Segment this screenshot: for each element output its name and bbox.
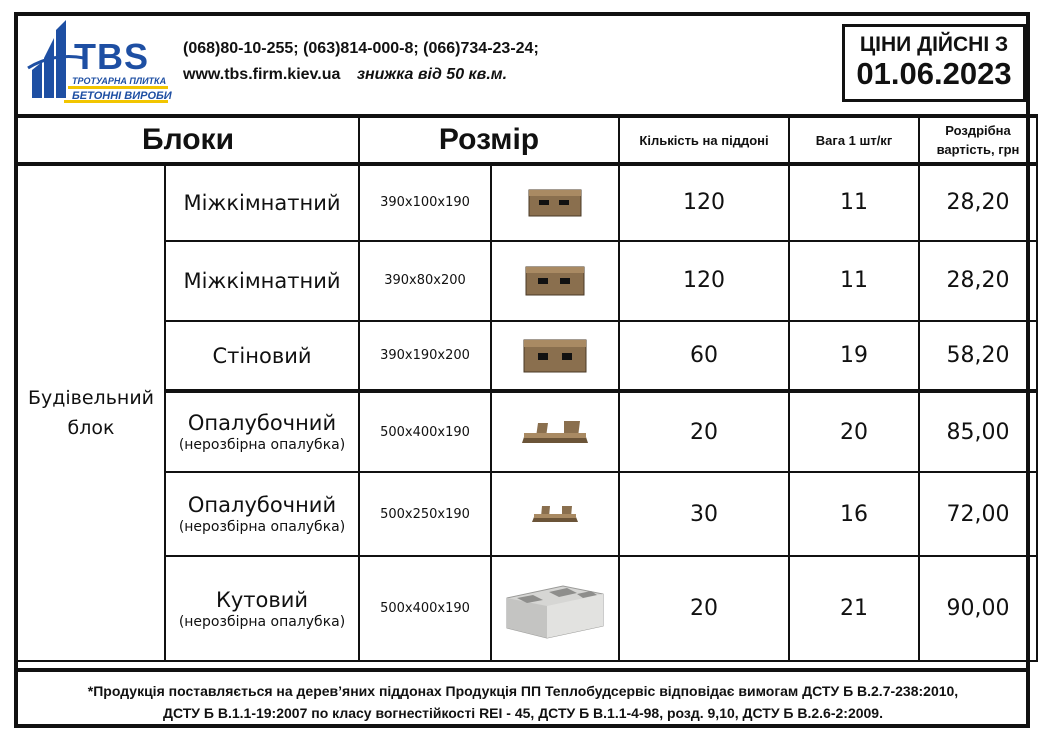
tbs-logo [24,18,172,110]
product-size: 500x400x190 [359,556,491,661]
column-header-per-pallet: Кількість на піддоні [619,116,789,164]
product-name [165,472,359,556]
footer-line-1: *Продукція поставляється на дерев’яних піддонах Продукція ПП Теплобудсервіс відповідає вимогам ДСТУ Б В.2.7-238:2010, [87,683,959,699]
corner-block-icon [503,578,607,640]
table-row [17,241,1037,321]
retail-price: 28,20 [919,164,1037,240]
product-size: 500x250x190 [359,472,491,556]
hollow-block-icon [527,186,583,220]
price-table [16,114,1038,662]
column-header-blocks: Блоки [17,116,359,164]
table-row [17,391,1037,471]
footer-note [18,668,1028,724]
logo-tagline-1: ТРОТУАРНА ПЛИТКА [72,76,167,86]
product-name [165,321,359,391]
product-image [491,556,619,661]
product-image [491,321,619,391]
contact-info [183,36,539,88]
logo-brand: TBS [74,36,149,77]
column-header-weight: Вага 1 шт/кг [789,116,919,164]
product-name [165,556,359,661]
retail-price: 72,00 [919,472,1037,556]
product-subtitle: (нерозбірна опалубка) [178,519,346,536]
product-size: 390x80x200 [359,241,491,321]
product-name-text: Міжкімнатний [183,268,341,293]
product-size: 390x190x200 [359,321,491,391]
product-name [165,164,359,240]
column-header-price [919,116,1037,164]
validity-date: 01.06.2023 [856,56,1012,91]
column-header-price-line1: Роздрібна [945,123,1011,139]
product-name-text: Стіновий [212,343,312,368]
table-row [17,472,1037,556]
table-row [17,556,1037,661]
pallet-qty: 20 [619,391,789,471]
product-subtitle: (нерозбірна опалубка) [178,613,346,630]
column-header-price-line2: вартість, грн [936,142,1020,158]
formwork-block-icon [520,415,590,449]
unit-weight: 20 [789,391,919,471]
product-image [491,472,619,556]
product-size: 390x100x190 [359,164,491,240]
pallet-qty: 60 [619,321,789,391]
pallet-qty: 120 [619,241,789,321]
unit-weight: 21 [789,556,919,661]
unit-weight: 11 [789,241,919,321]
pallet-qty: 30 [619,472,789,556]
product-name-text: Міжкімнатний [183,190,341,215]
category-cell: Будівельний блок [17,164,165,661]
product-image [491,391,619,471]
unit-weight: 19 [789,321,919,391]
formwork-block-icon [530,501,580,527]
footer-line-2: ДСТУ Б В.1.1-19:2007 по класу вогнестійкості REI - 45, ДСТУ Б В.1.1-4-98, розд. 9,10, ДСТУ Б В.2.6-2:2009. [163,705,883,721]
hollow-block-icon [524,263,586,299]
phone-numbers: (068)80-10-255; (063)814-000-8; (066)734-23-24; [183,40,539,57]
retail-price: 85,00 [919,391,1037,471]
retail-price: 90,00 [919,556,1037,661]
logo-tagline-2: БЕТОННІ ВИРОБИ [72,90,172,102]
product-name-text: Опалубочний [187,493,337,518]
discount-note: знижка від 50 кв.м. [356,66,508,83]
product-name [165,391,359,471]
price-validity-box [842,24,1026,102]
unit-weight: 11 [789,164,919,240]
table-row [17,164,1037,240]
website-link[interactable]: www.tbs.firm.kiev.ua [183,66,341,83]
product-image [491,164,619,240]
column-header-size: Розмір [359,116,619,164]
table-row [17,321,1037,391]
product-name [165,241,359,321]
unit-weight: 16 [789,472,919,556]
retail-price: 28,20 [919,241,1037,321]
retail-price: 58,20 [919,321,1037,391]
table-header-row [17,116,1037,164]
product-name-text: Опалубочний [187,411,337,436]
product-image [491,241,619,321]
validity-label: ЦІНИ ДІЙСНІ З [859,33,1009,56]
product-subtitle: (нерозбірна опалубка) [178,437,346,454]
product-name-text: Кутовий [215,587,309,612]
hollow-block-icon [522,336,588,376]
product-size: 500x400x190 [359,391,491,471]
pallet-qty: 20 [619,556,789,661]
pallet-qty: 120 [619,164,789,240]
